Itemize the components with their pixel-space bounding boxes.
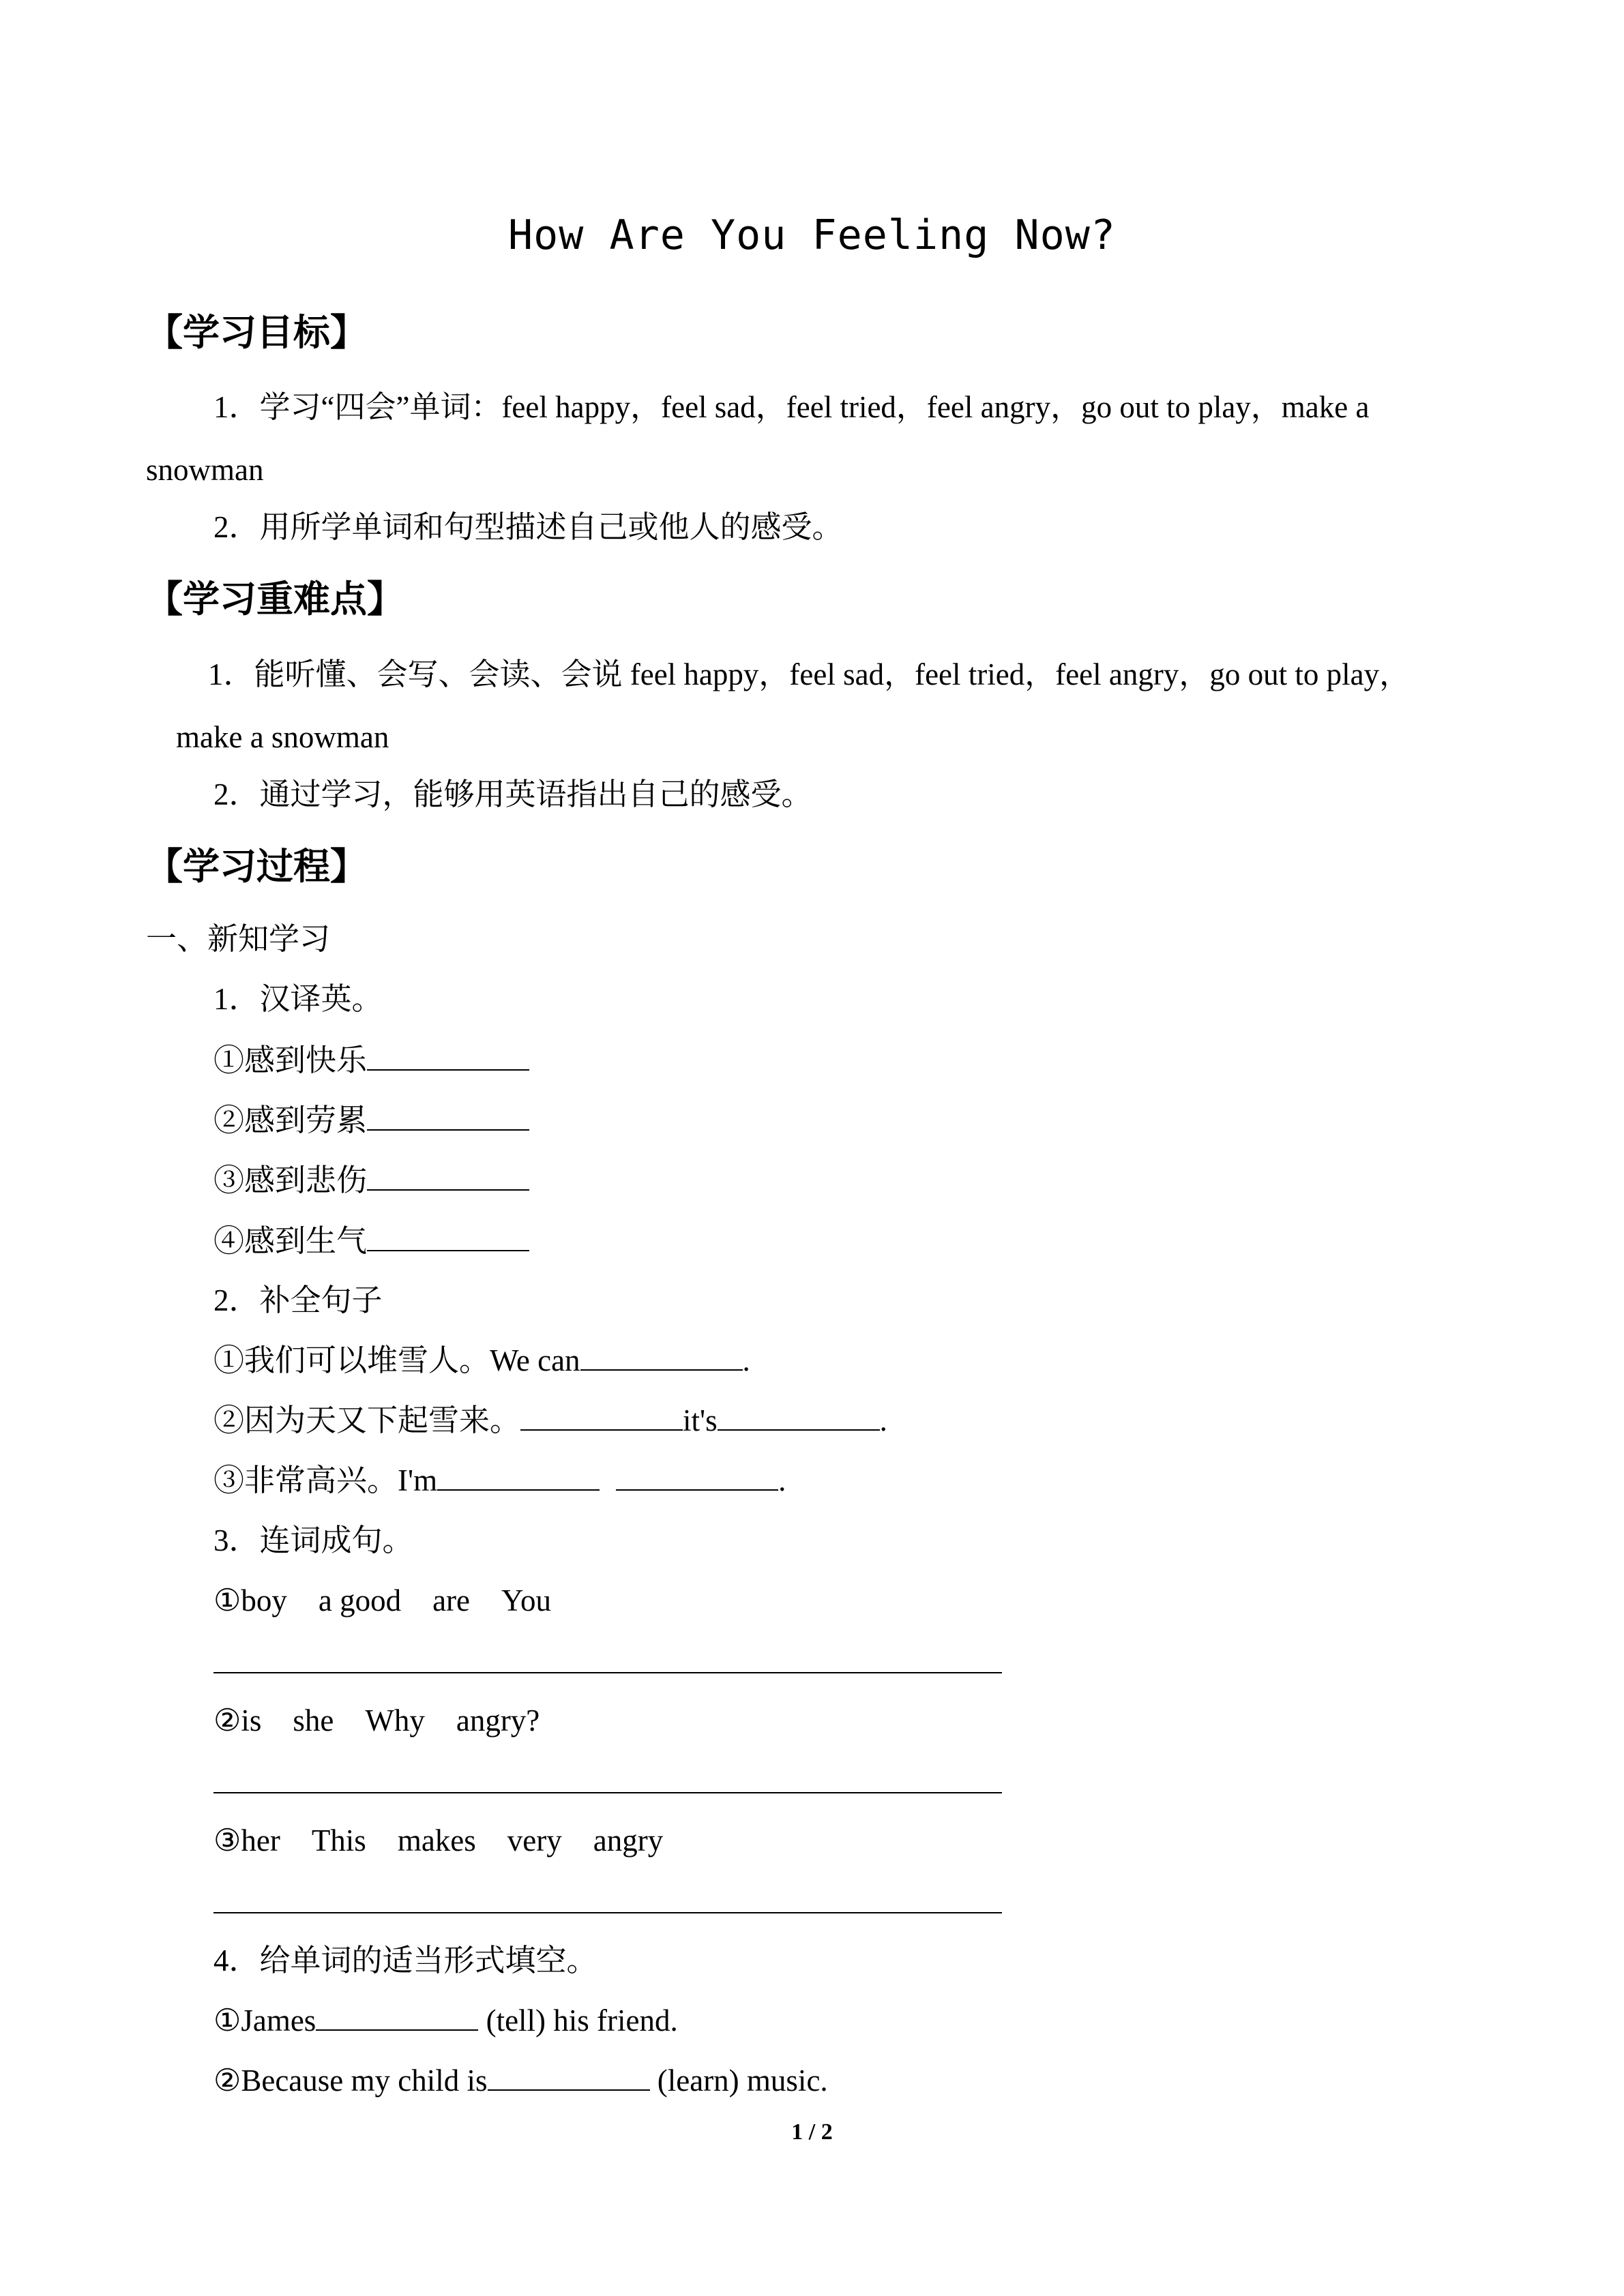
question-2-item-3-end: . xyxy=(778,1463,786,1497)
question-1-item-4-text: ④感到生气 xyxy=(213,1224,368,1258)
question-2-item-2-end: . xyxy=(879,1403,887,1437)
question-1-item-3 xyxy=(213,1162,529,1199)
question-1-item-2 xyxy=(213,1102,529,1139)
word-token: Why xyxy=(365,1703,425,1738)
document-title: How Are You Feeling Now? xyxy=(508,211,1116,259)
objective-item-2: 2．用所学单词和句型描述自己或他人的感受。 xyxy=(213,510,843,544)
section-heading-process: 【学习过程】 xyxy=(146,845,367,888)
question-1-item-2-text: ②感到劳累 xyxy=(213,1103,368,1137)
answer-blank[interactable] xyxy=(616,1463,778,1491)
word-token: angry xyxy=(593,1823,664,1858)
question-1-item-3-text: ③感到悲伤 xyxy=(213,1163,368,1197)
question-2-item-1-end: . xyxy=(742,1343,750,1377)
question-1-item-4 xyxy=(213,1223,529,1259)
answer-line[interactable] xyxy=(213,1912,1002,1913)
word-token: You xyxy=(501,1583,552,1617)
question-4-item-2 xyxy=(213,2062,828,2099)
question-4-title: 4．给单词的适当形式填空。 xyxy=(213,1943,597,1978)
word-token: she xyxy=(293,1703,334,1738)
word-token: This xyxy=(311,1823,366,1858)
word-token: ③her xyxy=(213,1823,280,1858)
word-token: very xyxy=(507,1823,562,1858)
question-4-item-1-text: ①James xyxy=(213,2003,316,2038)
answer-blank[interactable] xyxy=(367,1163,529,1191)
answer-blank[interactable] xyxy=(580,1343,743,1371)
answer-blank[interactable] xyxy=(367,1224,529,1251)
question-2-item-1-text: ①我们可以堆雪人。We can xyxy=(213,1343,580,1377)
answer-blank[interactable] xyxy=(437,1463,600,1491)
word-token: angry? xyxy=(456,1703,540,1738)
question-2-item-3 xyxy=(213,1462,786,1499)
page-number: 1 / 2 xyxy=(791,2119,833,2145)
question-3-item-2 xyxy=(213,1702,540,1739)
part-1-heading: 一、新知学习 xyxy=(146,922,331,956)
key-point-item-1-cont: make a snowman xyxy=(176,720,389,754)
word-token: ①boy xyxy=(213,1583,287,1617)
question-2-item-2-text: ②因为天又下起雪来。 xyxy=(213,1403,521,1437)
question-4-item-1 xyxy=(213,2002,678,2039)
section-heading-key-points: 【学习重难点】 xyxy=(146,578,404,621)
objective-item-1-cont: snowman xyxy=(146,453,264,487)
section-heading-objectives: 【学习目标】 xyxy=(146,311,367,354)
word-token: are xyxy=(432,1583,471,1617)
question-1-title: 1．汉译英。 xyxy=(213,982,383,1016)
question-4-item-2-text: ②Because my child is xyxy=(213,2063,488,2098)
answer-blank[interactable] xyxy=(316,2003,478,2031)
word-token: ②is xyxy=(213,1703,262,1738)
answer-blank[interactable] xyxy=(718,1403,880,1431)
question-3-title: 3．连词成句。 xyxy=(213,1523,413,1557)
question-2-title: 2．补全句子 xyxy=(213,1283,383,1317)
question-2-item-2 xyxy=(213,1402,887,1439)
question-2-item-1 xyxy=(213,1342,750,1379)
question-2-item-2-mid: it's xyxy=(683,1403,718,1437)
objective-item-1: 1．学习“四会”单词：feel happy，feel sad，feel tried，feel angry，go out to play，make a xyxy=(213,390,1370,424)
question-1-item-1 xyxy=(213,1042,529,1079)
question-4-item-2-end: (learn) music. xyxy=(649,2063,828,2098)
answer-line[interactable] xyxy=(213,1672,1002,1673)
key-point-item-2: 2．通过学习，能够用英语指出自己的感受。 xyxy=(213,777,812,811)
question-2-item-3-text: ③非常高兴。I'm xyxy=(213,1463,438,1497)
question-1-item-1-text: ①感到快乐 xyxy=(213,1043,368,1077)
word-token: a good xyxy=(318,1583,402,1617)
question-4-item-1-end: (tell) his friend. xyxy=(478,2003,678,2038)
key-point-item-1: 1．能听懂、会写、会读、会说 feel happy，feel sad，feel tried，feel angry，go out to play， xyxy=(208,657,1411,691)
word-token: makes xyxy=(397,1823,476,1858)
question-3-item-1 xyxy=(213,1582,551,1619)
question-3-item-3 xyxy=(213,1822,663,1859)
answer-blank[interactable] xyxy=(520,1403,683,1431)
answer-blank[interactable] xyxy=(367,1043,529,1071)
answer-line[interactable] xyxy=(213,1792,1002,1793)
answer-blank[interactable] xyxy=(488,2063,650,2091)
answer-blank[interactable] xyxy=(367,1103,529,1131)
